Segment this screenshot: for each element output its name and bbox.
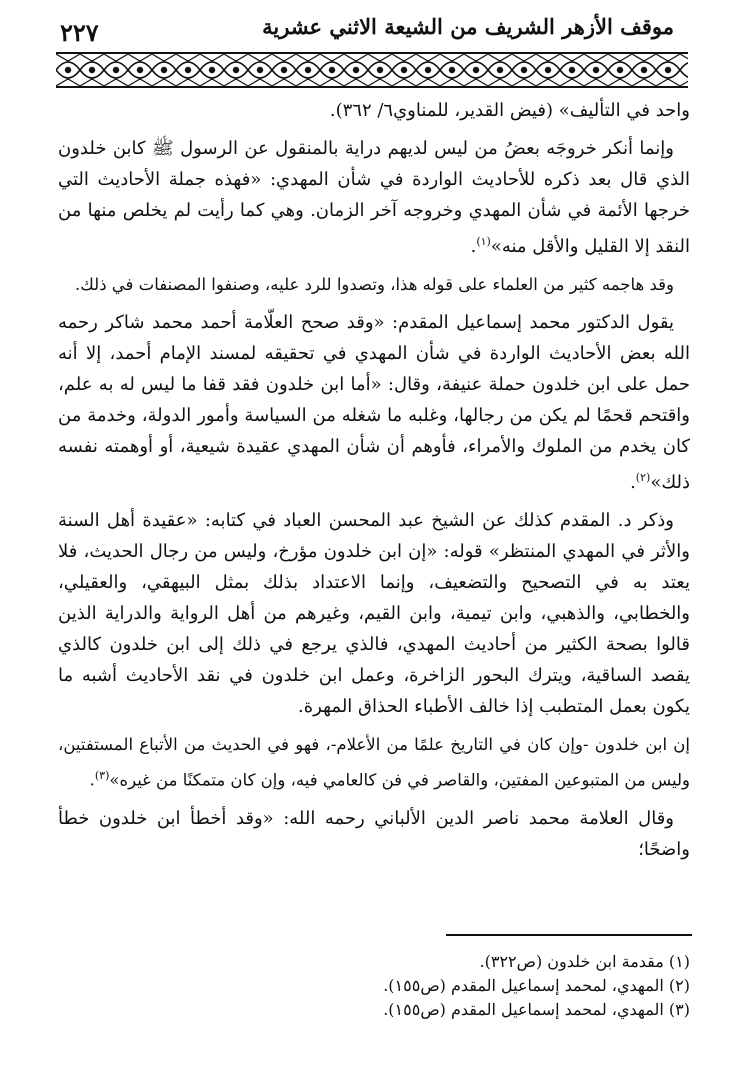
ornament-dot [665, 67, 671, 73]
paragraph-6-text: إن ابن خلدون -وإن كان في التاريخ علمًا من الأعلام-، فهو في الحديث من الأتباع المستفتين، وليس من المتبوعين المفتين، والقاصر في فن كالعامي فيه، وإن كان متمكنًا من غيره» [58, 735, 690, 790]
ornament-dot [233, 67, 239, 73]
footnotes [58, 950, 690, 1022]
body-text [58, 95, 690, 872]
footnote-1: (١) مقدمة ابن خلدون (ص٣٢٢). [479, 952, 690, 971]
paragraph-7: وقال العلامة محمد ناصر الدين الألباني رحمه الله: «وقد أخطأ ابن خلدون خطأ واضحًا؛ [58, 807, 690, 860]
ornament-dot [521, 67, 527, 73]
paragraph-3: وقد هاجمه كثير من العلماء على قوله هذا، وتصدوا للرد عليه، وصنفوا المصنفات في ذلك. [75, 275, 674, 294]
ornament-dot [593, 67, 599, 73]
ornament-dot [353, 67, 359, 73]
ornament-dot [329, 67, 335, 73]
ornament-dot [377, 67, 383, 73]
paragraph-6: إن ابن خلدون -وإن كان في التاريخ علمًا من الأعلام-، فهو في الحديث من الأتباع المستفتين، وليس من المتبوعين المفتين، والقاصر في فن كالعامي فيه، وإن كان متمكنًا من غيره»$^{(٣)}$. [58, 735, 690, 790]
ornament-dot [425, 67, 431, 73]
ornament-dot [305, 67, 311, 73]
ornamental-border [56, 50, 688, 90]
ornament-dot [497, 67, 503, 73]
page-number: ٢٢٧ [60, 18, 99, 47]
footnote-ref-1: (١) [476, 235, 491, 248]
paragraph-2: وإنما أنكر خروجَه بعضُ من ليس لديهم دراية بالمنقول عن الرسول ﷺ كابن خلدون الذي قال بعد ذكره للأحاديث الواردة في شأن المهدي: «فهذه جملة الأحاديث التي خرجها الأئمة في شأن المهدي وخروجه آخر الزمان. وهي كما رأيت لم يخلص منها من النقد إلا القليل والأقل منه»$^{(١)}$. [58, 138, 690, 257]
ornament-dot [161, 67, 167, 73]
running-header: موقف الأزهر الشريف من الشيعة الاثني عشرية [262, 14, 674, 39]
ornament-dot [281, 67, 287, 73]
ornament-dot [65, 67, 71, 73]
ornament-dot [209, 67, 215, 73]
footnote-ref-3: (٣) [94, 769, 110, 782]
footnote-3: (٣) المهدي، لمحمد إسماعيل المقدم (ص١٥٥). [383, 1000, 690, 1019]
ornament-dot [137, 67, 143, 73]
ornament-dot [449, 67, 455, 73]
ornament-dot [89, 67, 95, 73]
ornament-dot [545, 67, 551, 73]
ornament-dot [257, 67, 263, 73]
ornament-dot [185, 67, 191, 73]
paragraph-1: واحد في التأليف» (فيض القدير، للمناوي٦/ ٣٦٢). [329, 100, 690, 121]
paragraph-4-text: يقول الدكتور محمد إسماعيل المقدم: «وقد صحح العلّامة أحمد محمد شاكر رحمه الله بعض الأحاديث الواردة في شأن المهدي في تحقيقه لمسند الإمام أحمد، إلا أنه حمل على ابن خلدون حملة عنيفة، وقال: «أما ابن خلدون فقد قفا ما ليس له به علم، واقتحم قحمًا لم يكن من رجالها، وغلبه ما شغله من السياسة وأمور الدولة، وخدمة من كان يخدم من الملوك والأمراء، فأوهم أن شأن المهدي عقيدة شيعية، أو أوهمته نفسه ذلك» [58, 312, 690, 493]
ornament-dot [473, 67, 479, 73]
ornament-dot [401, 67, 407, 73]
paragraph-2-text: وإنما أنكر خروجَه بعضُ من ليس لديهم دراية بالمنقول عن الرسول ﷺ كابن خلدون الذي قال بعد ذكره للأحاديث الواردة في شأن المهدي: «فهذه جملة الأحاديث التي خرجها الأئمة في شأن المهدي وخروجه آخر الزمان. وهي كما رأيت لم يخلص منها من النقد إلا القليل والأقل منه» [58, 138, 690, 257]
footnote-ref-2: (٢) [635, 471, 651, 484]
ornament-dot [617, 67, 623, 73]
ornament-dot [113, 67, 119, 73]
footnote-2: (٢) المهدي، لمحمد إسماعيل المقدم (ص١٥٥). [383, 976, 690, 995]
footnote-divider [446, 934, 692, 936]
ornament-dot [569, 67, 575, 73]
paragraph-4: يقول الدكتور محمد إسماعيل المقدم: «وقد صحح العلّامة أحمد محمد شاكر رحمه الله بعض الأحاديث الواردة في شأن المهدي في تحقيقه لمسند الإمام أحمد، إلا أنه حمل على ابن خلدون حملة عنيفة، وقال: «أما ابن خلدون فقد قفا ما ليس له به علم، واقتحم قحمًا لم يكن من رجالها، وغلبه ما شغله من السياسة وأمور الدولة، وخدمة من كان يخدم من الملوك والأمراء، فأوهم أن شأن المهدي عقيدة شيعية، أو أوهمته نفسه ذلك»$^{(٢)}$. [58, 312, 690, 493]
paragraph-5: وذكر د. المقدم كذلك عن الشيخ عبد المحسن العباد في كتابه: «عقيدة أهل السنة والأثر في المهدي المنتظر» قوله: «إن ابن خلدون مؤرخ، وليس من رجال الحديث، فلا يعتد به في التصحيح والتضعيف، وإنما الاعتداد بذلك بمثل البيهقي، والعقيلي، والخطابي، والذهبي، وابن تيمية، وابن القيم، وغيرهم من أهل الرواية والدراية الذين قالوا بصحة الكثير من أحاديث المهدي، فالذي يرجع في ذلك إلى ابن خلدون كالذي يقصد الساقية، ويترك البحور الزاخرة، وعمل ابن خلدون في نقد الأحاديث أشبه ما يكون بعمل المتطبب إذا خالف الأطباء الحذاق المهرة. [58, 510, 690, 717]
ornament-dot [641, 67, 647, 73]
